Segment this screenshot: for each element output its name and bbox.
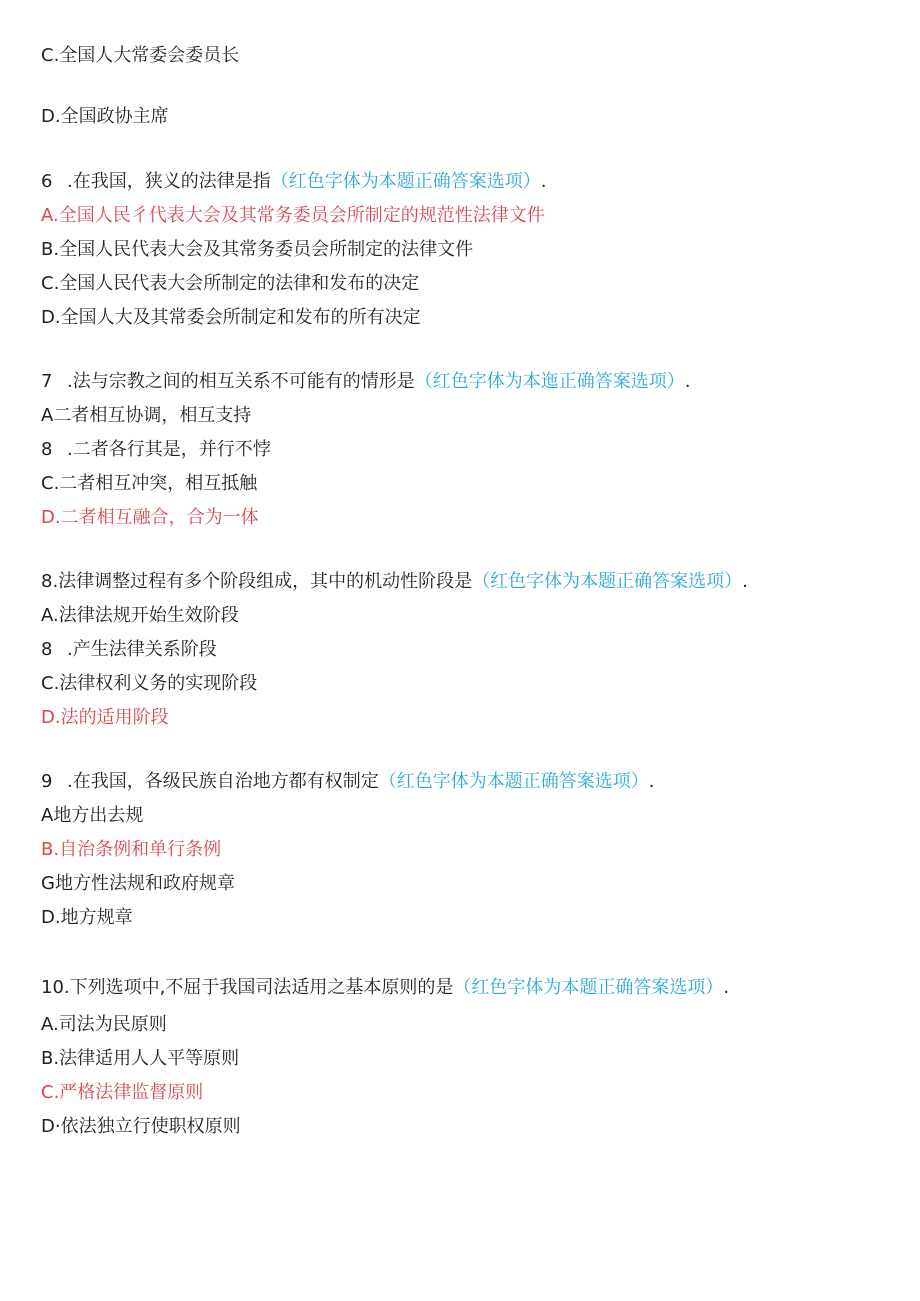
q9-hint: （红色字体为本题正确答案选项） [378, 771, 649, 792]
q8-option-b [41, 638, 217, 662]
q7-option-c: C.二者相互冲突，相互抵触 [41, 473, 258, 494]
q9-option-a: A地方出去规 [41, 805, 144, 826]
q8-question [41, 570, 748, 594]
q7-end: . [684, 371, 691, 392]
q6-option-d: D.全国人大及其常委会所制定和发布的所有决定 [41, 307, 421, 328]
q6-number: 6 [41, 171, 53, 192]
q7-option-a: A二者相互协调，相互支持 [41, 405, 252, 426]
q10-question [41, 976, 729, 1000]
q9-option-d: D.地方规章 [41, 907, 133, 928]
q9-end: . [648, 771, 655, 792]
q6-question [41, 170, 546, 194]
q8-end: . [742, 571, 748, 592]
q5-option-c: C.全国人大常委会委员长 [41, 45, 240, 66]
q7-option-b [41, 438, 271, 462]
q7-option-b-text: .二者各行其是，并行不悖 [67, 439, 271, 460]
q7-number: 7 [41, 371, 53, 392]
q6-option-c: C.全国人民代表大会所制定的法律和发布的决定 [41, 273, 420, 294]
q10-text: 10.下列选项中,不屈于我国司法适用之基本原则的是 [41, 977, 454, 998]
q8-option-b-text: .产生法律关系阶段 [67, 639, 217, 660]
q7-hint: （红色字体为本迤正确答案选项） [414, 371, 685, 392]
q9-number: 9 [41, 771, 53, 792]
q8-option-c: C.法律权利义务的实现阶段 [41, 673, 258, 694]
q8-option-d: D.法的适用阶段 [41, 707, 169, 728]
q5-option-d: D.全国政协主席 [41, 106, 169, 127]
q6-end: . [540, 171, 547, 192]
q9-question [41, 770, 654, 794]
q6-text: .在我国，狭义的法律是指 [67, 171, 271, 192]
q10-option-c: C.严格法律监督原则 [41, 1082, 204, 1103]
q10-option-d: D·依法独立行使职权原则 [41, 1116, 241, 1137]
q9-text: .在我国，各级民族自治地方都有权制定 [67, 771, 379, 792]
q8-text: 8.法律调整过程有多个阶段组成，其中的机动性阶段是 [41, 571, 473, 592]
q6-option-b: B.全国人民代表大会及其常务委员会所制定的法律文件 [41, 239, 474, 260]
q9-option-c: G地方性法规和政府规章 [41, 873, 235, 894]
q10-hint: （红色字体为本题正确答案选项） [453, 977, 724, 998]
q7-option-b-number: 8 [41, 439, 53, 460]
q8-option-b-number: 8 [41, 639, 53, 660]
q7-question [41, 370, 690, 394]
q10-option-b: B.法律适用人人平等原则 [41, 1048, 240, 1069]
q9-option-b: B.自治条例和单行条例 [41, 839, 222, 860]
q6-option-a: A.全国人民彳代表大会及其常务委员会所制定的规范性法律文件 [41, 205, 545, 226]
q8-hint: （红色字体为本题正确答案选项） [472, 571, 743, 592]
q8-option-a: A.法律法规开始生效阶段 [41, 605, 239, 626]
q7-text: .法与宗教之间的相互关系不可能有的情形是 [67, 371, 415, 392]
q10-option-a: A.司法为民原则 [41, 1014, 167, 1035]
q7-option-d: D.二者相互融合，合为一体 [41, 507, 259, 528]
q10-end: . [723, 977, 730, 998]
q6-hint: （红色字体为本题正确答案选项） [270, 171, 541, 192]
